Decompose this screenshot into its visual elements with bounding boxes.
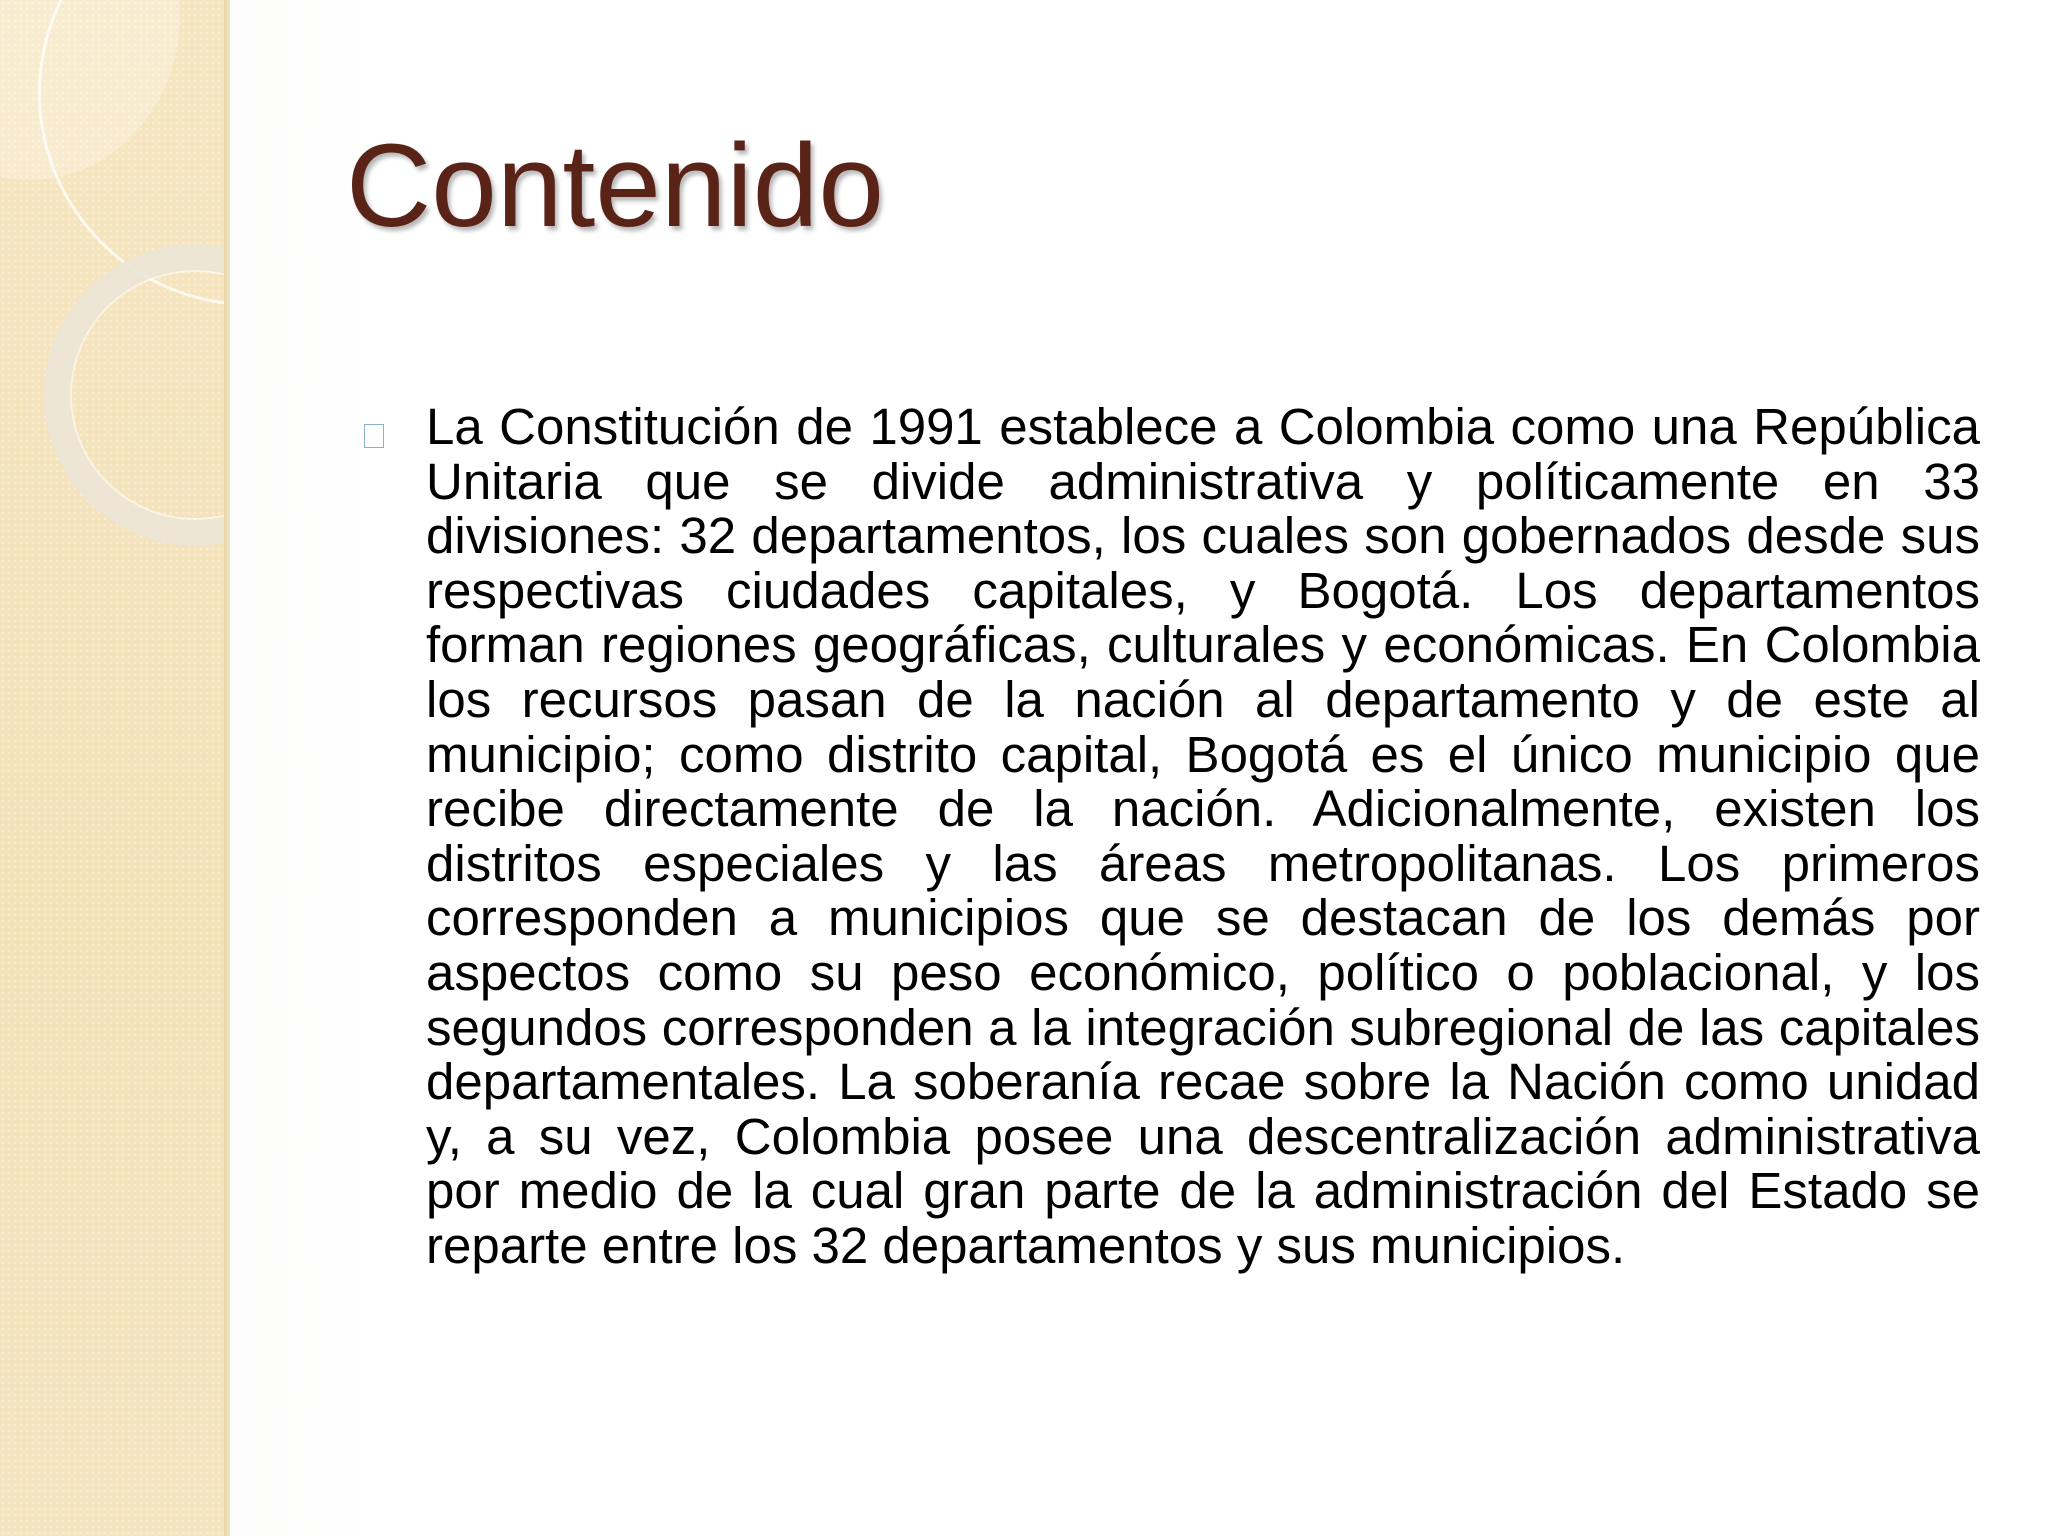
decorative-side-panel [0,0,228,1536]
side-panel-edge [224,0,230,1536]
empty-square-bullet-icon [364,424,384,448]
decorative-ring-medium [44,244,228,546]
body-paragraph: La Constitución de 1991 establece a Colombia como una República Unitaria que se divide administrativa y políticamente en 33 divisiones: 32 departamentos, los cuales son gobernados desde sus respectivas ciudades capitales, y Bogotá. Los departamentos forman regiones geográficas, culturales y económicas. En Colombia los recursos pasan de la nación al departamento y de este al municipio; como distrito capital, Bogotá es el único municipio que recibe directamente de la nación. Adicionalmente, existen los distritos especiales y las áreas metropolitanas. Los primeros corresponden a municipios que se destacan de los demás por aspectos como su peso económico, político o poblacional, y los segundos corresponden a la integración subregional de las capitales departamentales. La soberanía recae sobre la Nación como unidad y, a su vez, Colombia posee una descentralización administrativa por medio de la cual gran parte de la administración del Estado se reparte entre los 32 departamentos y sus municipios. [426,398,1980,1274]
slide-title: Contenido [346,120,884,252]
slide-content [364,400,1980,1400]
